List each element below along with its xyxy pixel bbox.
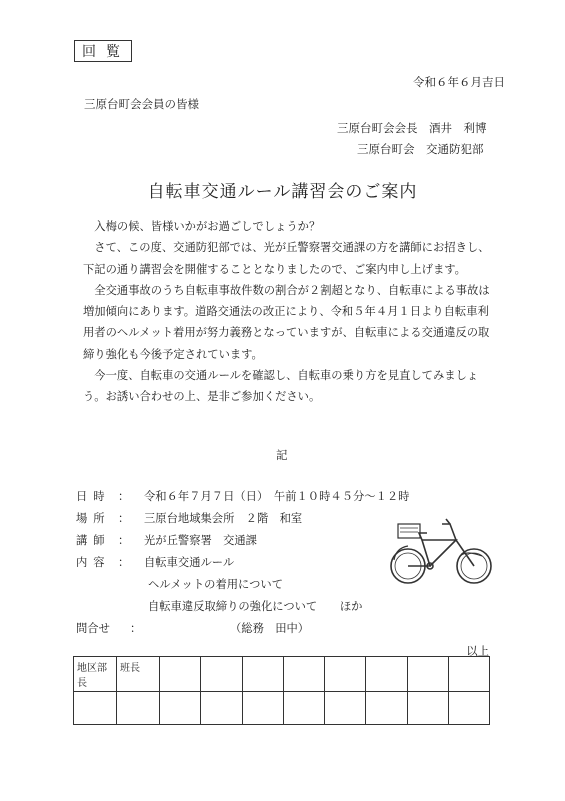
detail-row-place xyxy=(76,510,302,526)
roster-cell xyxy=(407,692,448,725)
roster-cell xyxy=(201,657,242,692)
roster-cell xyxy=(74,692,117,725)
sender-line-2: 三原台町会 交通防犯部 xyxy=(357,142,484,156)
detail-value: 令和６年７月７日（日） 午前１０時４５分～１２時 xyxy=(144,490,410,503)
detail-value: 三原台地域集会所 ２階 和室 xyxy=(144,512,303,525)
detail-row-contact xyxy=(76,620,156,636)
roster-cell xyxy=(160,657,201,692)
closing-mark: 以上 xyxy=(466,645,489,658)
roster-cell xyxy=(283,692,324,725)
circulation-stamp: 回覧 xyxy=(74,40,132,62)
roster-cell xyxy=(160,692,201,725)
roster-cell xyxy=(117,692,160,725)
detail-label: 問合せ xyxy=(76,622,110,635)
detail-label: 日時 xyxy=(76,490,111,503)
intro-paragraph: さて、この度、交通防犯部では、光が丘警察署交通課の方を講師にお招きし、下記の通り講習会を開催することとなりましたので、ご案内申し上げます。 xyxy=(83,241,490,276)
circulation-roster-table xyxy=(73,656,490,725)
body-text xyxy=(83,216,493,408)
detail-row-lecturer xyxy=(76,532,257,548)
roster-cell xyxy=(283,657,324,692)
detail-separator: ： xyxy=(118,556,130,569)
roster-cell xyxy=(242,692,283,725)
bicycle-icon xyxy=(386,516,498,588)
roster-header-group-chief: 班長 xyxy=(117,657,160,692)
detail-value: 光が丘警察署 交通課 xyxy=(144,534,257,547)
sender-line-1: 三原台町会会長 酒井 利博 xyxy=(337,121,487,135)
detail-row-content xyxy=(76,554,234,570)
contact-value: （総務 田中） xyxy=(230,622,310,635)
roster-cell xyxy=(325,692,366,725)
detail-separator: ： xyxy=(130,622,142,635)
roster-cell xyxy=(407,657,448,692)
roster-header-area-chief: 地区部長 xyxy=(74,657,117,692)
detail-row-datetime xyxy=(76,488,409,504)
background-paragraph: 全交通事故のうち自転車事故件数の割合が２割超となり、自転車による事故は増加傾向にあります。道路交通法の改正により、令和５年４月１日より自転車利用者のヘルメット着用が努力義務となっていますが、自転車による交通違反の取締り強化も今後予定されています。 xyxy=(83,283,490,361)
roster-cell xyxy=(242,657,283,692)
ki-heading: 記 xyxy=(276,448,288,462)
greeting-paragraph: 入梅の候、皆様いかがお過ごしでしょうか？ xyxy=(94,220,321,233)
roster-cell xyxy=(325,657,366,692)
roster-cell xyxy=(366,657,407,692)
roster-cell xyxy=(201,692,242,725)
invitation-paragraph: 今一度、自転車の交通ルールを確認し、自転車の乗り方を見直してみましょう。お誘い合わせの上、是非ご参加ください。 xyxy=(83,369,479,404)
content-item: 自転車交通ルール xyxy=(144,556,235,569)
content-item: ヘルメットの着用について xyxy=(148,578,283,591)
roster-cell xyxy=(366,692,407,725)
detail-separator: ： xyxy=(118,512,130,525)
detail-label: 講師 xyxy=(76,534,111,547)
roster-cell xyxy=(448,692,489,725)
recipient: 三原台町会会員の皆様 xyxy=(84,97,199,111)
issue-date: 令和６年６月吉日 xyxy=(413,75,505,89)
document-title: 自転車交通ルール講習会のご案内 xyxy=(147,182,418,202)
detail-separator: ： xyxy=(118,534,130,547)
detail-label: 場所 xyxy=(76,512,111,525)
detail-label: 内容 xyxy=(76,556,111,569)
roster-cell xyxy=(448,657,489,692)
detail-separator: ： xyxy=(118,490,130,503)
content-item: 自転車違反取締りの強化について ほか xyxy=(148,600,363,613)
